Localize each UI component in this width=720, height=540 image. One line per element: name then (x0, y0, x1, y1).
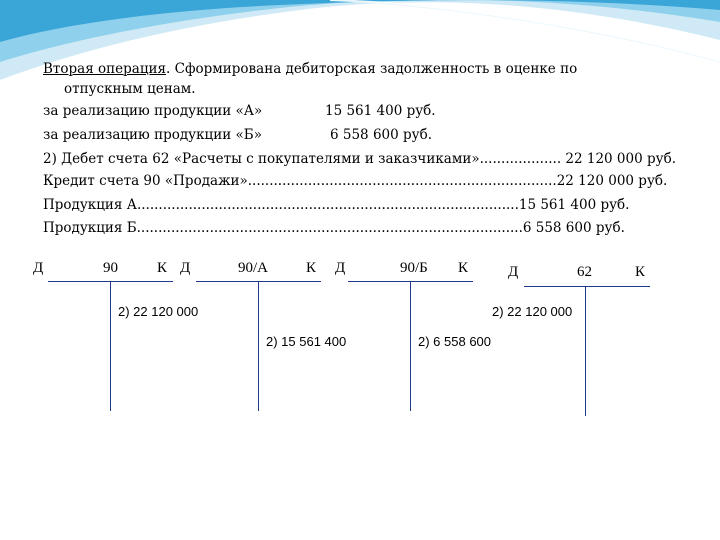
t-account-90-name: 90 (103, 260, 118, 276)
debit-entry-line: 2) Дебет счета 62 «Расчеты с покупателями и заказчиками»................... 22 120 000 руб. (43, 151, 676, 167)
t-account-62-debit-entry: 2) 22 120 000 (492, 304, 573, 319)
product-a-line: Продукция А.........................................................................................15 561 400 руб. (43, 197, 630, 213)
credit-entry-line: Кредит счета 90 «Продажи»........................................................................22 120 000 руб. (43, 173, 668, 189)
operation-paragraph (43, 60, 577, 78)
t-account-62-debit-label: Д (508, 264, 519, 280)
t-account-90b-debit-entry: 2) 6 558 600 (418, 334, 492, 349)
t-account-90-credit-label: К (157, 260, 168, 276)
t-account-90a-credit-entry: 2) 15 561 400 (266, 334, 347, 349)
t-account-90a-vline (258, 281, 259, 411)
product-a-sale-label: за реализацию продукции «А» (43, 103, 263, 119)
operation-title: Вторая операция (43, 61, 167, 77)
t-account-62-vline (585, 286, 586, 416)
t-account-90b-vline (410, 281, 411, 411)
t-account-90b-credit-label: К (458, 260, 469, 276)
product-b-line: Продукция Б..........................................................................................6 558 600 руб. (43, 220, 625, 236)
product-b-sale-label: за реализацию продукции «Б» (43, 127, 262, 143)
t-account-90-vline (110, 281, 111, 411)
t-account-62-credit-label: К (635, 264, 646, 280)
t-account-90a-name: 90/А (238, 260, 268, 276)
t-account-90-debit-label: Д (33, 260, 44, 276)
t-account-90b-name: 90/Б (400, 260, 428, 276)
t-account-62-name: 62 (577, 264, 592, 280)
t-account-90a-debit-label: Д (180, 260, 191, 276)
t-account-62-hline (524, 286, 650, 287)
operation-description: . Сформирована дебиторская задолженность в оценке по (166, 61, 578, 77)
t-account-90b-debit-label: Д (335, 260, 346, 276)
t-account-90a-credit-label: К (306, 260, 317, 276)
product-a-sale-value: 15 561 400 руб. (325, 103, 436, 119)
operation-description-cont: отпускным ценам. (64, 81, 196, 97)
t-account-90-debit-entry: 2) 22 120 000 (118, 304, 199, 319)
product-b-sale-value: 6 558 600 руб. (330, 127, 433, 143)
